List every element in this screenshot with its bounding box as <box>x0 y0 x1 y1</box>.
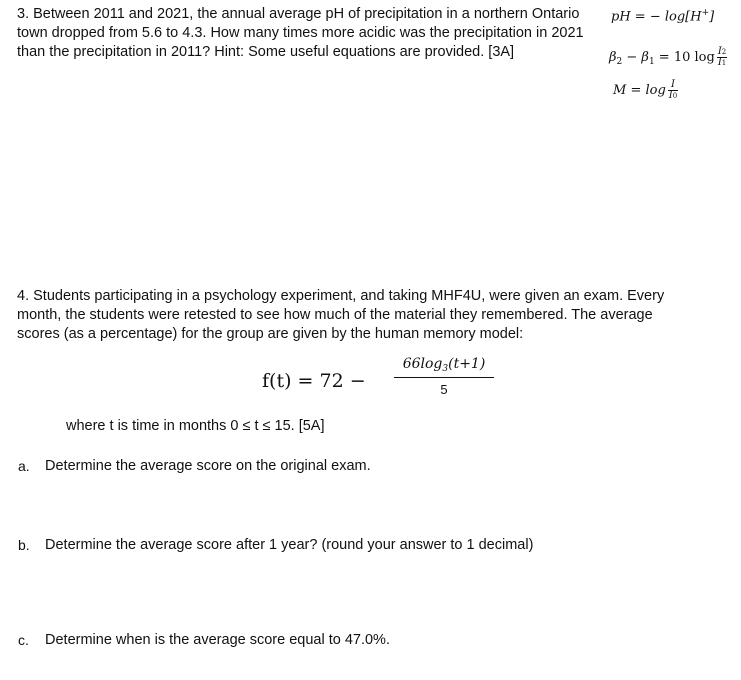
magnitude-den-sub: 0 <box>672 92 678 100</box>
magnitude-lhs: M = log <box>613 83 666 98</box>
magnitude-fraction <box>668 80 678 101</box>
ph-equation-sup: + <box>701 8 710 18</box>
magnitude-num: I <box>671 79 675 90</box>
formula-numerator <box>394 356 494 378</box>
formula-denominator: 5 <box>440 382 448 397</box>
decibel-rhs: = 10 log <box>654 50 715 65</box>
question-4-line-2: month, the students were retested to see how much of the material they remembered. The average <box>17 307 653 323</box>
formula-lhs: f(t) = 72 − <box>262 370 366 392</box>
item-c-text: Determine when is the average score equal to 47.0%. <box>45 632 390 648</box>
item-a-letter: a. <box>18 458 30 474</box>
formula-num-base: 3 <box>442 364 449 374</box>
question-3-line-3: than the precipitation in 2011? Hint: Some useful equations are provided. [3A] <box>17 44 515 60</box>
item-b-text: Determine the average score after 1 year? (round your answer to 1 decimal) <box>45 537 534 553</box>
item-a-text: Determine the average score on the original exam. <box>45 458 371 474</box>
question-4-line-3: scores (as a percentage) for the group are given by the human memory model: <box>17 326 524 342</box>
decibel-fraction <box>717 47 727 68</box>
beta-1: − β <box>622 50 649 65</box>
decibel-den: I <box>717 57 722 68</box>
ph-equation <box>611 8 714 24</box>
decibel-den-sub: 1 <box>721 59 727 67</box>
domain-text: where t is time in months 0 ≤ t ≤ 15. [5A] <box>66 418 325 434</box>
item-c-letter: c. <box>18 632 29 648</box>
magnitude-equation <box>613 80 678 101</box>
beta-2: β <box>609 50 617 65</box>
question-3-line-2: town dropped from 5.6 to 4.3. How many times more acidic was the precipitation in 2021 <box>17 25 584 41</box>
beta-2-sub: 2 <box>616 57 623 67</box>
formula-fraction <box>394 356 494 397</box>
question-4-line-1: 4. Students participating in a psychology experiment, and taking MHF4U, were given an exam. Every <box>17 288 665 304</box>
ph-equation-body: pH = − log[H <box>611 9 702 25</box>
ph-equation-end: ] <box>709 9 715 25</box>
beta-1-sub: 1 <box>648 57 655 67</box>
formula-num-log: 66log <box>402 356 443 372</box>
question-3-line-1: 3. Between 2011 and 2021, the annual average pH of precipitation in a northern Ontario <box>17 6 580 22</box>
formula-num-arg: (t+1) <box>448 356 486 372</box>
decibel-num: I <box>717 46 722 57</box>
magnitude-den: I <box>668 90 673 101</box>
decibel-equation <box>609 47 727 68</box>
item-b-letter: b. <box>18 537 30 553</box>
memory-model-formula <box>262 370 366 392</box>
decibel-num-sub: 2 <box>721 48 727 56</box>
